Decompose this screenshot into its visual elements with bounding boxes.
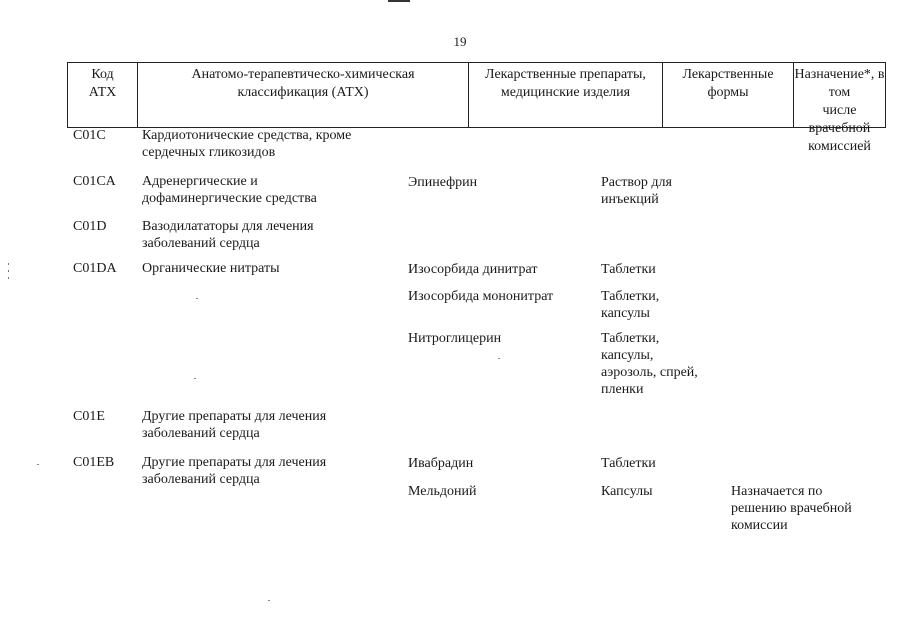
margin-mark: [8, 277, 9, 279]
margin-mark: [8, 263, 9, 265]
header-atc-classification: Анатомо-терапевтическо-химическая классификация (АТХ): [138, 63, 469, 127]
header-dosage-forms: Лекарственные формы: [663, 63, 794, 127]
drug-name: Изосорбида динитрат: [408, 262, 538, 277]
drug-name: Эпинефрин: [408, 175, 478, 190]
purpose-note: Назначается по решению врачебной комиссии: [731, 484, 852, 533]
atc-code: C01DA: [73, 261, 117, 276]
atc-code: C01E: [73, 409, 105, 424]
dosage-form: Раствор для инъекций: [601, 175, 672, 207]
scan-speck: [194, 378, 196, 379]
drug-name: Нитроглицерин: [408, 331, 502, 346]
atc-code: C01D: [73, 219, 107, 234]
atc-code: C01C: [73, 128, 106, 143]
dosage-form: Таблетки: [601, 456, 656, 471]
atc-group-name: Другие препараты для лечения заболеваний сердца: [142, 409, 327, 441]
margin-mark: [8, 270, 9, 272]
dosage-form: Капсулы: [601, 484, 653, 499]
dosage-form: Таблетки: [601, 262, 656, 277]
atc-group-name: Органические нитраты: [142, 261, 280, 276]
dosage-form: Таблетки, капсулы, аэрозоль, спрей, пленки: [601, 331, 698, 397]
atc-code: C01CA: [73, 174, 116, 189]
dosage-form: Таблетки, капсулы: [601, 289, 660, 321]
atc-code: C01EB: [73, 455, 115, 470]
atc-group-name: Адренергические и дофаминергические средства: [142, 174, 317, 206]
atc-group-name: Другие препараты для лечения заболеваний сердца: [142, 455, 327, 487]
top-edge-mark: [388, 0, 410, 2]
drug-name: Изосорбида мононитрат: [408, 289, 554, 304]
drug-name: Ивабрадин: [408, 456, 474, 471]
drug-name: Мельдоний: [408, 484, 477, 499]
atc-group-name: Кардиотонические средства, кроме сердечных гликозидов: [142, 128, 352, 160]
scan-speck: [268, 600, 270, 601]
header-drugs: Лекарственные препараты, медицинские изделия: [469, 63, 663, 127]
scan-speck: [498, 358, 500, 359]
scan-speck: [37, 464, 39, 465]
header-code: Код АТХ: [68, 63, 138, 127]
header-purpose: Назначение*, в том числе врачебной комиссией: [794, 67, 885, 154]
page-number: 19: [453, 34, 467, 49]
atc-group-name: Вазодилататоры для лечения заболеваний сердца: [142, 219, 314, 251]
scan-speck: [196, 298, 198, 299]
